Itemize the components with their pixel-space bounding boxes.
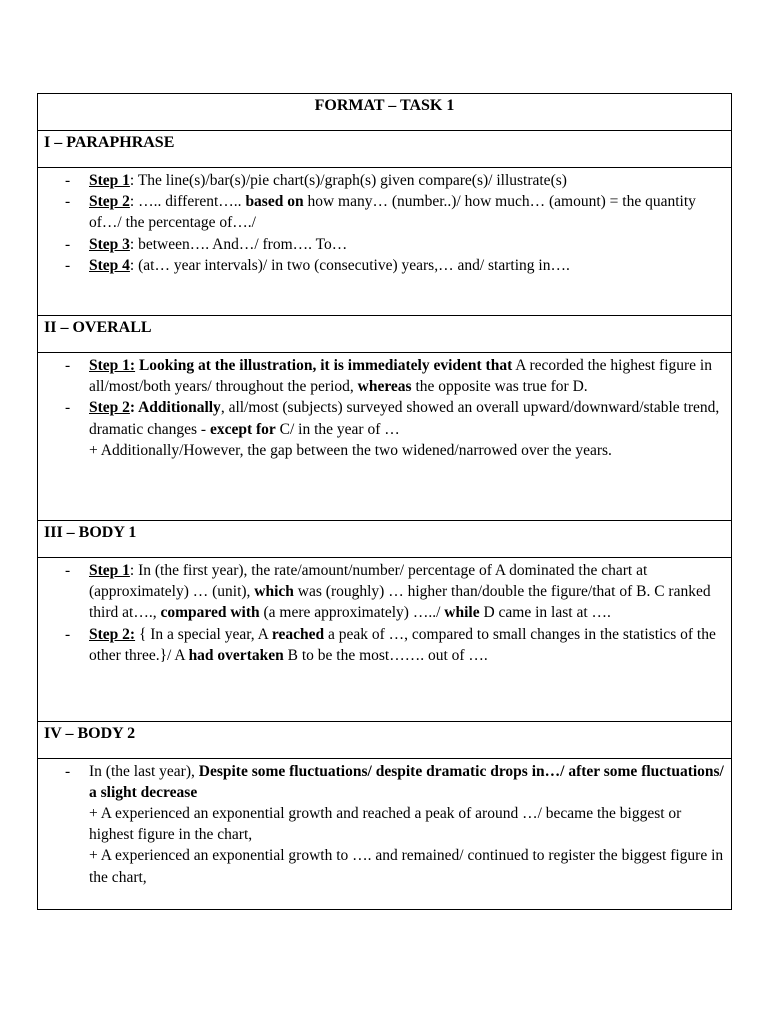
step-text: D came in last at …. <box>479 604 611 622</box>
step-label: Step 2 <box>89 399 130 417</box>
step-keyword: Looking at the illustration, it is immediately evident that <box>135 357 513 374</box>
bullet-dash: - <box>65 172 71 189</box>
list-item <box>38 170 725 191</box>
format-table <box>37 93 732 910</box>
step-keyword: which <box>254 583 294 601</box>
step-text: the opposite was true for D. <box>411 378 588 396</box>
step-text: : (at… year intervals)/ in two (consecutive) years,… and/ starting in…. <box>129 256 570 274</box>
document-title: FORMAT – TASK 1 <box>38 94 731 131</box>
step-plus-line: + A experienced an exponential growth and reached a peak of around …/ became the biggest or highest figure in the chart, <box>89 805 682 844</box>
bullet-dash: - <box>65 256 71 274</box>
list-item <box>38 234 725 255</box>
step-label: Step 4 <box>89 256 130 274</box>
section-body-paraphrase <box>38 168 731 316</box>
step-plus-line: + A experienced an exponential growth to …. and remained/ continued to register the biggest figure in the chart, <box>89 847 724 886</box>
bullet-dash: - <box>65 399 71 417</box>
bullet-dash: - <box>65 357 71 374</box>
step-text: , all/most (subjects) surveyed showed an overall upward/downward/stable trend, dramatic changes - <box>89 399 720 438</box>
list-item <box>38 560 725 624</box>
list-item <box>38 397 725 461</box>
bullet-dash: - <box>65 235 71 253</box>
step-keyword: Additionally <box>138 399 221 417</box>
section-heading-paraphrase: I – PARAPHRASE <box>38 131 731 168</box>
section-body-body1 <box>38 558 731 722</box>
bullet-dash: - <box>65 625 71 643</box>
step-text: (a mere approximately) …../ <box>259 604 445 622</box>
step-label: Step 3 <box>89 235 130 253</box>
list-item <box>38 624 725 666</box>
step-text: was (roughly) … higher than/double the figure/that of B. C ranked third at…., <box>89 583 711 622</box>
list-item <box>38 191 725 233</box>
step-label: Step 2 <box>89 193 130 211</box>
step-text: : The line(s)/bar(s)/pie chart(s)/graph(s) given compare(s)/ illustrate(s) <box>129 172 567 189</box>
section-heading-body2: IV – BODY 2 <box>38 722 731 759</box>
step-text: B to be the most……. out of …. <box>283 646 488 664</box>
step-text: A recorded the highest figure in all/most/both years/ throughout the period, <box>89 357 712 396</box>
step-keyword: while <box>444 604 480 622</box>
step-text: : ….. different….. <box>129 193 246 211</box>
list-item <box>38 355 725 397</box>
list-item <box>38 761 725 888</box>
step-text: : In (the first year), the rate/amount/number/ percentage of A dominated the chart at (approximately) … (unit), <box>89 562 648 601</box>
step-label: Step 1 <box>89 562 130 579</box>
step-keyword: had overtaken <box>188 646 284 664</box>
list-item <box>38 255 725 276</box>
step-keyword: : <box>129 399 139 417</box>
step-text: how many… (number..)/ how much… (amount) = the quantity of…/ the percentage of…./ <box>89 193 696 232</box>
step-text: a peak of …, compared to small changes in the statistics of the other three.}/ A <box>89 625 716 664</box>
bullet-dash: - <box>65 562 71 579</box>
step-keyword: reached <box>271 625 325 643</box>
step-label: Step 1: <box>89 357 136 374</box>
section-body-body2 <box>38 759 731 909</box>
step-keyword: whereas <box>357 378 412 396</box>
step-text: { In a special year, A <box>135 625 272 643</box>
step-keyword: Despite some fluctuations/ despite dramatic drops in…/ after some fluctuations/ a slight decrease <box>89 763 724 801</box>
step-text: C/ in the year of … <box>275 420 400 438</box>
section-heading-overall: II – OVERALL <box>38 316 731 353</box>
step-label: Step 1 <box>89 172 130 189</box>
step-text: In (the last year), <box>89 763 199 780</box>
body2-intro <box>89 761 725 803</box>
step-text: : between…. And…/ from…. To… <box>129 235 348 253</box>
bullet-dash: - <box>65 763 71 780</box>
step-keyword: based on <box>245 193 304 211</box>
section-body-overall <box>38 353 731 521</box>
section-heading-body1: III – BODY 1 <box>38 521 731 558</box>
step-keyword: except for <box>209 420 276 438</box>
step-label: Step 2: <box>89 625 136 643</box>
step-keyword: compared with <box>160 604 260 622</box>
step-plus-line: + Additionally/However, the gap between the two widened/narrowed over the years. <box>89 441 612 459</box>
bullet-dash: - <box>65 193 71 211</box>
